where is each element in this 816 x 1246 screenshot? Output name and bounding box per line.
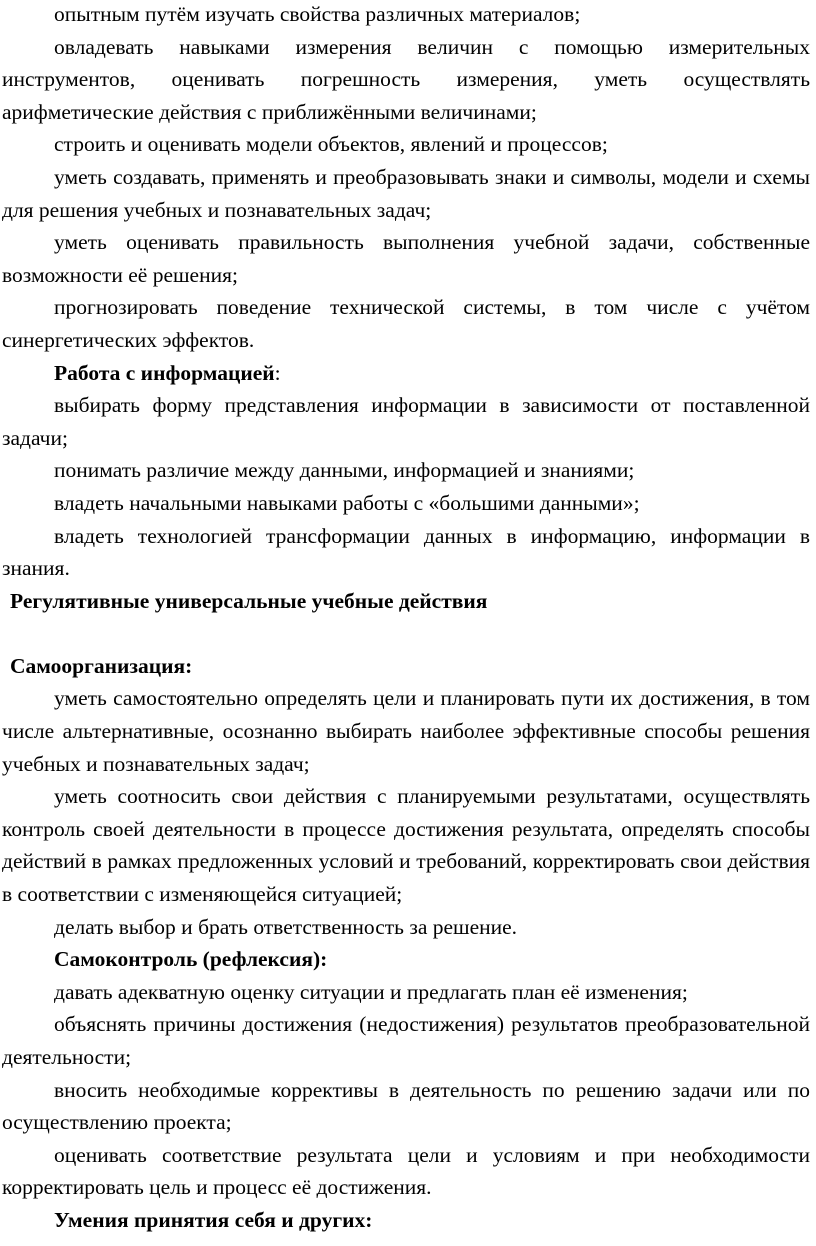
paragraph: прогнозировать поведение технической системы, в том числе с учётом синергетических эффектов.: [2, 295, 810, 352]
acceptance-heading: Умения принятия себя и других:: [54, 1207, 373, 1232]
paragraph: делать выбор и брать ответственность за решение.: [54, 914, 518, 939]
paragraph: владеть технологией трансформации данных в информацию, информации в знания.: [2, 523, 810, 581]
paragraph: уметь создавать, применять и преобразовывать знаки и символы, модели и схемы для решения учебных и познавательных задач;: [2, 164, 810, 222]
info-heading: [2, 357, 810, 390]
paragraph: выбирать форму представления информации в зависимости от поставленной задачи;: [2, 393, 810, 450]
paragraph: опытным путём изучать свойства различных материалов;: [54, 2, 581, 26]
paragraph: оценивать соответствие результата цели и условиям и при необходимости корректировать цель и процесс её достижения.: [2, 1142, 810, 1200]
paragraph: вносить необходимые коррективы в деятельность по решению задачи или по осуществлению проекта;: [2, 1077, 810, 1135]
info-heading-title: Работа с информацией: [54, 360, 275, 385]
paragraph: уметь самостоятельно определять цели и планировать пути их достижения, в том числе альтернативные, осознанно выбирать наиболее эффективные способы решения учебных и познавательных задач;: [2, 686, 810, 776]
regulatory-section-heading: Регулятивные универсальные учебные действия: [10, 588, 488, 613]
self-organization-heading: Самоорганизация:: [10, 653, 193, 678]
paragraph: владеть начальными навыками работы с «большими данными»;: [54, 490, 640, 515]
paragraph: уметь оценивать правильность выполнения учебной задачи, собственные возможности её решения;: [2, 230, 810, 287]
paragraph: понимать различие между данными, информацией и знаниями;: [54, 458, 635, 483]
paragraph: уметь соотносить свои действия с планируемыми результатами, осуществлять контроль своей деятельности в процессе достижения результата, определять способы действий в рамках предложенных условий и требований, корректировать свои действия в соответствии с изменяющейся ситуацией;: [2, 784, 810, 907]
self-control-heading: Самоконтроль (рефлексия):: [54, 947, 328, 972]
info-heading-colon: :: [274, 360, 281, 385]
blank-line: [2, 617, 810, 650]
paragraph: объяснять причины достижения (недостижения) результатов преобразовательной деятельности;: [2, 1012, 810, 1069]
paragraph: давать адекватную оценку ситуации и предлагать план её изменения;: [54, 979, 688, 1004]
paragraph: овладевать навыками измерения величин с помощью измерительных инструментов, оценивать погрешность измерения, уметь осуществлять арифметические действия с приближёнными величинами;: [2, 34, 810, 124]
paragraph: строить и оценивать модели объектов, явлений и процессов;: [54, 132, 608, 157]
